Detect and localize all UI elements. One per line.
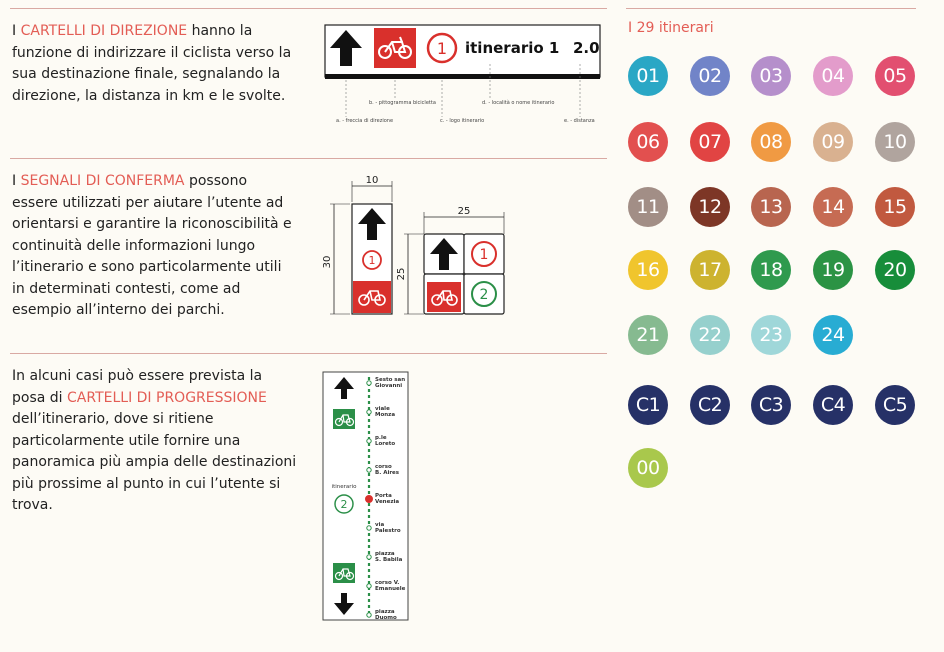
- itinerario-badge-C1: C1: [628, 385, 668, 425]
- itinerario-badge-21: 21: [628, 315, 668, 355]
- top-divider-left: [10, 8, 607, 9]
- confirm-num-1b: 1: [479, 247, 489, 263]
- itinerario-badge-10: 10: [875, 122, 915, 162]
- itinerary-logo: [428, 34, 456, 62]
- itinerario-badge-14: 14: [813, 187, 853, 227]
- stop-marker: [367, 439, 371, 443]
- direction-sign-distance: 2.0: [573, 39, 600, 57]
- stop-marker: [367, 468, 371, 472]
- itinerario-badge-C3: C3: [751, 385, 791, 425]
- stop-label: viale: [375, 406, 390, 412]
- confirm-num-2: 2: [479, 287, 489, 303]
- stop-marker: [366, 496, 373, 503]
- itinerario-badge-17: 17: [690, 250, 730, 290]
- itinerario-badge-16: 16: [628, 250, 668, 290]
- stop-label: Loreto: [375, 441, 396, 447]
- label-a: a. - freccia di direzione: [336, 118, 394, 124]
- itinerario-badge-04: 04: [813, 56, 853, 96]
- itinerario-badge-11: 11: [628, 187, 668, 227]
- progress-signs-text: In alcuni casi può essere prevista la posa di CARTELLI DI PROGRESSIONE dell’itinerario, dove si ritiene particolarmente utile fornire una panoramica più ampia delle destinazioni più prossime al punto in cui l’utente si trova.: [12, 368, 297, 513]
- itinerario-badge-19: 19: [813, 250, 853, 290]
- stop-label: Palestro: [375, 528, 401, 534]
- dim-width-1: 10: [365, 175, 379, 186]
- itinerario-badge-01: 01: [628, 56, 668, 96]
- itinerario-badge-20: 20: [875, 250, 915, 290]
- top-divider-right: [626, 8, 916, 9]
- stop-label: piazza: [375, 551, 395, 557]
- confirm-num-1a: 1: [368, 254, 376, 267]
- progress-label: itinerario: [331, 484, 357, 490]
- itinerario-badge-02: 02: [690, 56, 730, 96]
- stop-label: corso: [375, 464, 392, 470]
- stop-label: Duomo: [375, 615, 397, 621]
- direction-signs-text: I CARTELLI DI DIREZIONE hanno la funzione di indirizzare il ciclista verso la sua destinazione finale, segnalando la direzione, la distanza in km e le svolte.: [12, 23, 292, 104]
- itinerario-badge-08: 08: [751, 122, 791, 162]
- label-c: c. - logo itinerario: [440, 118, 485, 124]
- label-d: d. - località o nome itinerario: [482, 100, 555, 106]
- stop-label: p.le: [375, 435, 387, 441]
- confirm-signs-illustration: [320, 174, 520, 319]
- bicycle-icon: [374, 28, 416, 68]
- itinerario-badge-05: 05: [875, 56, 915, 96]
- stop-label: S. Babila: [375, 557, 403, 563]
- stop-marker: [367, 555, 371, 559]
- stop-marker: [367, 526, 371, 530]
- label-e: e. - distanza: [564, 118, 595, 124]
- confirm-signs-highlight: SEGNALI DI CONFERMA: [20, 173, 185, 189]
- dim-width-2: 25: [457, 206, 471, 217]
- itinerario-badge-24: 24: [813, 315, 853, 355]
- itinerario-badge-C5: C5: [875, 385, 915, 425]
- stop-label: corso V.: [375, 580, 400, 586]
- stop-marker: [367, 584, 371, 588]
- dim-height-1: 30: [322, 255, 333, 269]
- itinerario-badge-23: 23: [751, 315, 791, 355]
- label-b: b. - pittogramma bicicletta: [369, 100, 436, 106]
- stop-label: piazza: [375, 609, 395, 615]
- stop-label: Giovanni: [375, 383, 403, 389]
- direction-signs-highlight: CARTELLI DI DIREZIONE: [20, 23, 188, 39]
- direction-sign-text: itinerario 1: [465, 39, 560, 57]
- stop-label: Porta: [375, 493, 392, 499]
- itinerario-badge-00: 00: [628, 448, 668, 488]
- itinerario-badge-22: 22: [690, 315, 730, 355]
- itinerario-badge-15: 15: [875, 187, 915, 227]
- stop-label: Sesto san: [375, 377, 406, 383]
- itinerario-badge-06: 06: [628, 122, 668, 162]
- itinerario-badge-09: 09: [813, 122, 853, 162]
- stop-label: Monza: [375, 412, 396, 418]
- itinerario-badge-18: 18: [751, 250, 791, 290]
- progress-signs-highlight: CARTELLI DI PROGRESSIONE: [67, 389, 267, 406]
- divider-1: [10, 158, 607, 159]
- progress-sign-illustration: [322, 371, 412, 623]
- stop-label: B. Aires: [375, 470, 400, 476]
- itinerario-badge-13: 13: [751, 187, 791, 227]
- progress-number: 2: [340, 498, 348, 511]
- stop-marker: [367, 613, 371, 617]
- stop-label: Venezia: [375, 499, 400, 505]
- stop-label: via: [375, 522, 385, 528]
- direction-sign-number: 1: [436, 39, 448, 58]
- itinerario-badge-C2: C2: [690, 385, 730, 425]
- stop-label: Emanuele: [375, 586, 406, 592]
- itinerario-badge-12: 12: [690, 187, 730, 227]
- dim-height-2: 25: [396, 267, 407, 281]
- confirm-signs-text: I SEGNALI DI CONFERMA possono essere utilizzati per aiutare l’utente ad orientarsi e garantire la riconoscibilità e continuità delle informazioni lungo l’itinerario e sono particolarmente utili in determinati contesti, come ad esempio all’interno dei parchi.: [12, 173, 292, 318]
- divider-2: [10, 353, 607, 354]
- itinerario-badge-03: 03: [751, 56, 791, 96]
- itinerario-badge-07: 07: [690, 122, 730, 162]
- itinerari-title: I 29 itinerari: [628, 20, 714, 36]
- stop-marker: [367, 381, 371, 385]
- stop-marker: [367, 410, 371, 414]
- itinerario-badge-C4: C4: [813, 385, 853, 425]
- direction-sign-illustration: [322, 22, 602, 132]
